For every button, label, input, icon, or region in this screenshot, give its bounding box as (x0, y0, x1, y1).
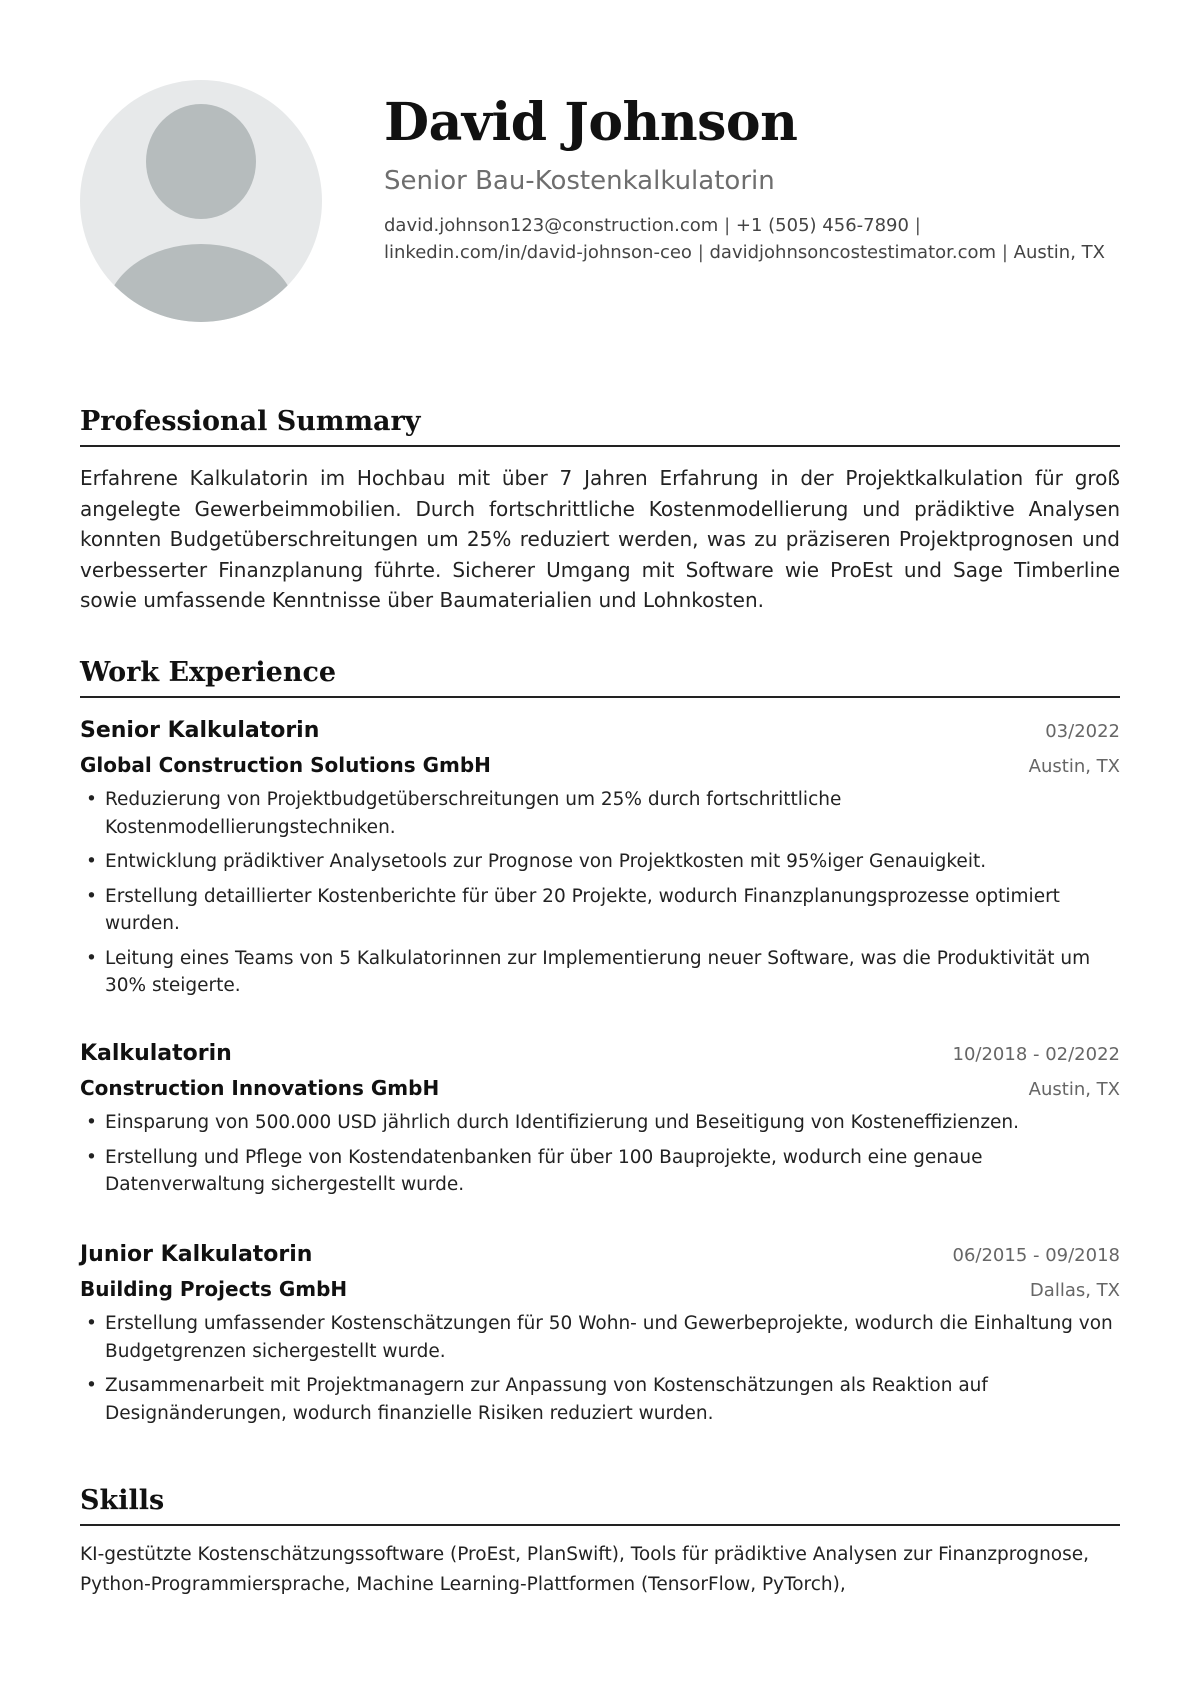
job-location: Austin, TX (1028, 756, 1120, 777)
contact-line (384, 212, 1120, 266)
job-bullets (80, 1310, 1120, 1427)
job-entry (80, 1037, 1120, 1206)
bullet-item: • Erstellung umfassender Kostenschätzungen für 50 Wohn- und Gewerbeprojekte, wodurch die Einhaltung von Budgetgrenzen sichergestellt wurde. (80, 1310, 1120, 1365)
section-heading-summary: Professional Summary (80, 402, 1120, 447)
job-date: 06/2015 - 09/2018 (952, 1245, 1120, 1266)
contact-separator: | (914, 214, 921, 236)
contact-location: Austin, TX (1013, 241, 1105, 263)
contact-separator: | (697, 241, 704, 263)
section-heading-skills: Skills (80, 1481, 1120, 1526)
bullet-item: • Einsparung von 500.000 USD jährlich durch Identifizierung und Beseitigung von Kosteneffizienzen. (80, 1109, 1120, 1137)
job-date: 10/2018 - 02/2022 (952, 1044, 1120, 1065)
job-company: Construction Innovations GmbH (80, 1076, 440, 1100)
job-company: Building Projects GmbH (80, 1277, 348, 1301)
job-location: Austin, TX (1028, 1079, 1120, 1100)
job-bullets (80, 1109, 1120, 1199)
skills-text: KI-gestützte Kostenschätzungssoftware (ProEst, PlanSwift), Tools für prädiktive Analysen zur Finanzprognose, Python-Programmiersprache, Machine Learning-Plattformen (TensorFlow, PyTorch), (80, 1544, 1090, 1595)
job-date: 03/2022 (1045, 721, 1120, 742)
bullet-item: • Reduzierung von Projektbudgetüberschreitungen um 25% durch fortschrittliche Kostenmodellierungstechniken. (80, 786, 1120, 841)
job-title: Kalkulatorin (80, 1041, 232, 1066)
contact-phone[interactable]: +1 (505) 456-7890 (735, 214, 909, 236)
bullet-item: • Erstellung und Pflege von Kostendatenbanken für über 100 Bauprojekte, wodurch eine genaue Datenverwaltung sichergestellt wurde. (80, 1144, 1120, 1199)
contact-separator: | (724, 214, 731, 236)
job-title: Senior Kalkulatorin (80, 718, 320, 743)
job-location: Dallas, TX (1029, 1280, 1120, 1301)
summary-text: Erfahrene Kalkulatorin im Hochbau mit über 7 Jahren Erfahrung in der Projektkalkulation für groß angelegte Gewerbeimmobilien. Durch fortschrittliche Kostenmodellierung und prädiktive Analysen konnten Budgetüberschreitungen um 25% reduziert werden, was zu präziseren Projektprognosen und verbesserter Finanzplanung führte. Sicherer Umgang mit Software wie ProEst und Sage Timberline sowie umfassende Kenntnisse über Baumaterialien und Lohnkosten. (80, 466, 1120, 612)
header (384, 92, 1120, 266)
bullet-item: • Erstellung detaillierter Kostenberichte für über 20 Projekte, wodurch Finanzplanungsprozesse optimiert wurden. (80, 883, 1120, 938)
candidate-name: David Johnson (384, 92, 798, 153)
job-company: Global Construction Solutions GmbH (80, 753, 491, 777)
job-entry (80, 1238, 1120, 1434)
job-bullets (80, 786, 1120, 1000)
section-heading-experience: Work Experience (80, 653, 1120, 698)
contact-linkedin[interactable]: linkedin.com/in/david-johnson-ceo (384, 241, 692, 263)
contact-website[interactable]: davidjohnsoncostestimator.com (709, 241, 997, 263)
job-headline: Senior Bau-Kostenkalkulatorin (384, 166, 775, 197)
avatar-body-shape (106, 244, 296, 322)
bullet-item: • Leitung eines Teams von 5 Kalkulatorinnen zur Implementierung neuer Software, was die Produktivität um 30% steigerte. (80, 945, 1120, 1000)
avatar-placeholder (80, 80, 322, 322)
contact-email[interactable]: david.johnson123@construction.com (384, 214, 719, 236)
bullet-item: • Zusammenarbeit mit Projektmanagern zur Anpassung von Kostenschätzungen als Reaktion auf Designänderungen, wodurch finanzielle Risiken reduziert wurden. (80, 1372, 1120, 1427)
job-entry (80, 714, 1120, 1007)
avatar-head-shape (146, 104, 256, 219)
job-title: Junior Kalkulatorin (80, 1242, 313, 1267)
contact-separator: | (1001, 241, 1008, 263)
bullet-item: • Entwicklung prädiktiver Analysetools zur Prognose von Projektkosten mit 95%iger Genauigkeit. (80, 848, 1120, 876)
